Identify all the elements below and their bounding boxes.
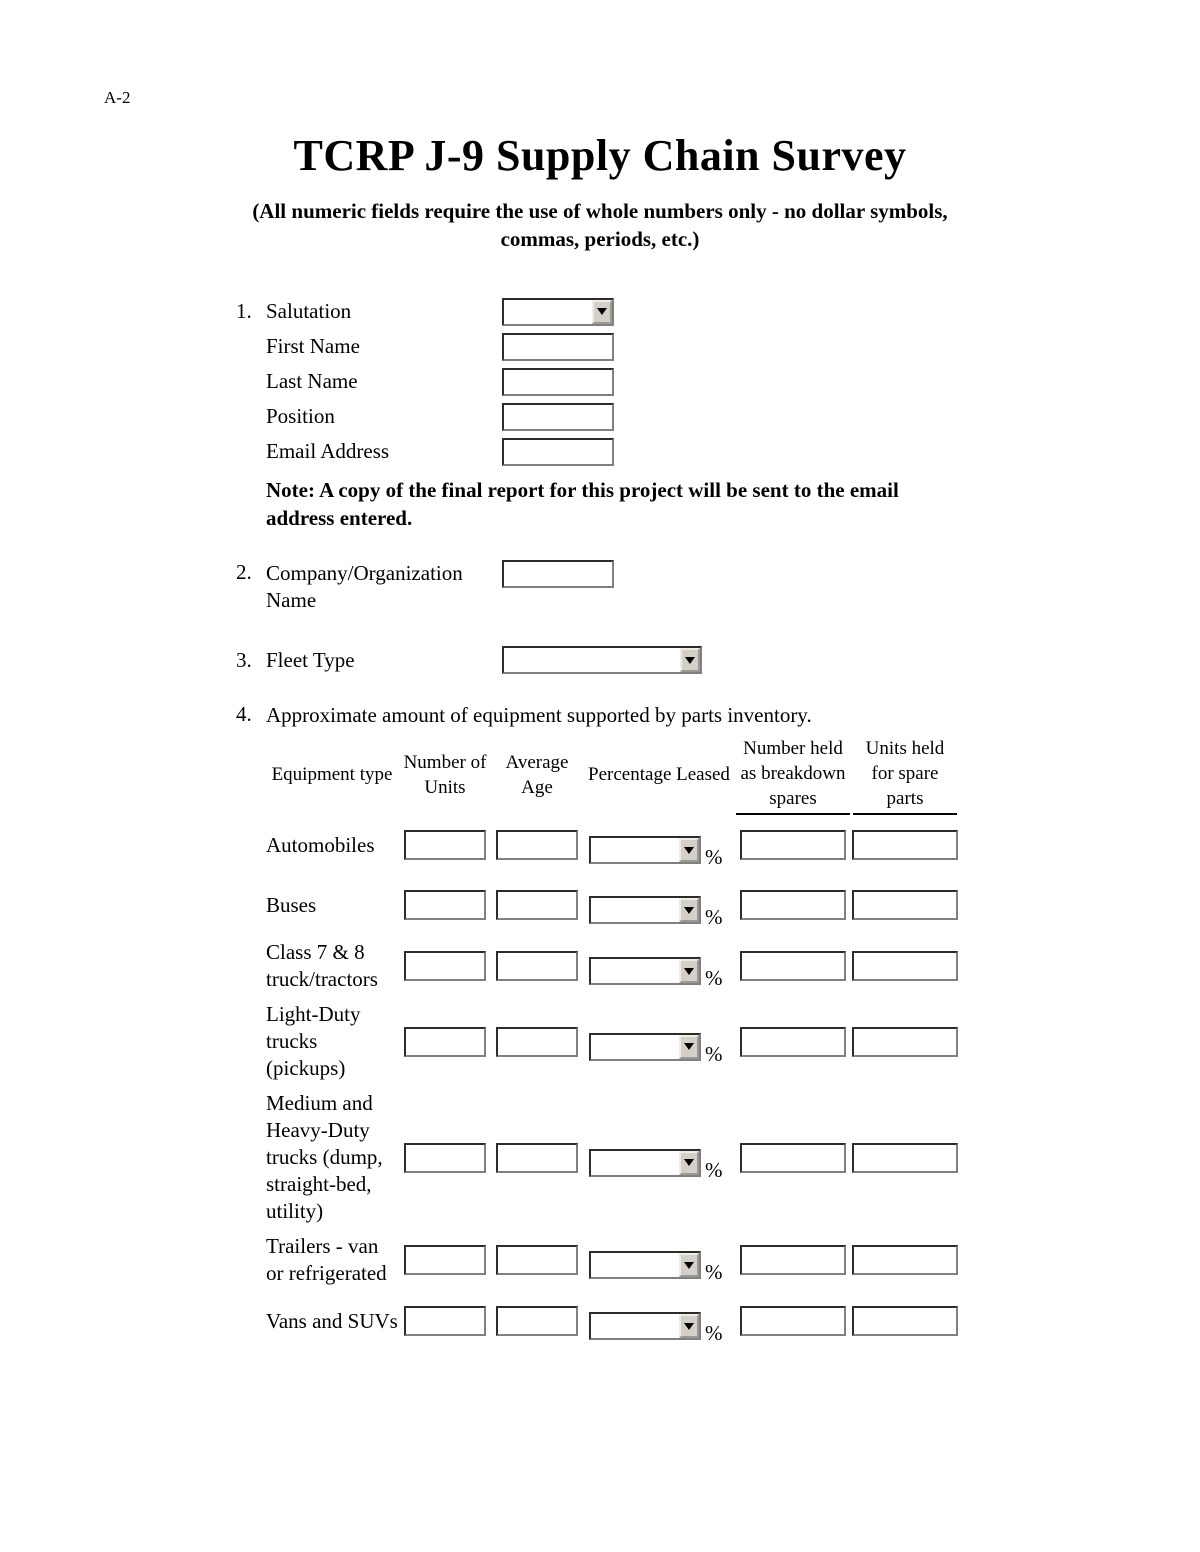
average-age-input[interactable]	[496, 1306, 578, 1336]
percentage-leased-value	[591, 1253, 679, 1277]
email-note: Note: A copy of the final report for this project will be sent to the email address entered.	[266, 477, 899, 531]
page-number: A-2	[104, 88, 131, 107]
number-of-units-input[interactable]	[404, 890, 486, 920]
percentage-leased-select[interactable]	[589, 1033, 701, 1061]
dropdown-arrow-icon	[684, 1159, 694, 1166]
salutation-label: Salutation	[266, 299, 352, 324]
question-2	[236, 560, 1200, 614]
fleet-type-select-value	[504, 648, 680, 672]
percent-sign: %	[705, 845, 723, 869]
percentage-leased-select[interactable]	[589, 1149, 701, 1177]
dropdown-arrow-icon	[684, 1262, 694, 1269]
dropdown-arrow-icon	[597, 308, 607, 315]
percentage-leased-value	[591, 1151, 679, 1175]
question-3-number: 3.	[236, 647, 252, 672]
average-age-input[interactable]	[496, 1245, 578, 1275]
dropdown-arrow-icon	[684, 1043, 694, 1050]
percentage-leased-value	[591, 1035, 679, 1059]
dropdown-arrow-icon	[684, 1323, 694, 1330]
chevron-down-icon[interactable]	[680, 648, 700, 672]
chevron-down-icon[interactable]	[679, 1035, 699, 1059]
column-header-percentage-leased: Percentage Leased	[588, 764, 730, 785]
spare-parts-units-input[interactable]	[852, 1306, 958, 1336]
spare-parts-units-input[interactable]	[852, 830, 958, 860]
question-4-number: 4.	[236, 702, 252, 727]
question-3	[236, 646, 1200, 674]
first-name-label: First Name	[266, 334, 360, 359]
chevron-down-icon[interactable]	[679, 1253, 699, 1277]
question-1-number: 1.	[236, 299, 252, 324]
number-of-units-input[interactable]	[404, 830, 486, 860]
spare-parts-units-input[interactable]	[852, 1143, 958, 1173]
percentage-leased-select[interactable]	[589, 836, 701, 864]
page-subtitle: (All numeric fields require the use of whole numbers only - no dollar symbols, commas, periods, etc.)	[252, 199, 948, 252]
spare-parts-units-input[interactable]	[852, 951, 958, 981]
dropdown-arrow-icon	[684, 968, 694, 975]
question-2-number: 2.	[236, 560, 252, 585]
chevron-down-icon[interactable]	[679, 898, 699, 922]
percentage-leased-cell	[589, 1149, 723, 1182]
last-name-input[interactable]	[502, 368, 614, 396]
average-age-input[interactable]	[496, 1143, 578, 1173]
equipment-type-label: Class 7 & 8 truck/tractors	[266, 940, 378, 991]
percentage-leased-select[interactable]	[589, 957, 701, 985]
percentage-leased-value	[591, 1314, 679, 1338]
equipment-type-label: Medium and Heavy-Duty trucks (dump, straight-bed, utility)	[266, 1091, 383, 1223]
equipment-type-label: Automobiles	[266, 832, 375, 857]
equipment-type-label: Vans and SUVs	[266, 1308, 398, 1333]
equipment-type-label: Light-Duty trucks (pickups)	[266, 1002, 361, 1080]
chevron-down-icon[interactable]	[679, 838, 699, 862]
breakdown-spares-input[interactable]	[740, 951, 846, 981]
equipment-type-label: Trailers - van or refrigerated	[266, 1234, 387, 1285]
email-address-input[interactable]	[502, 438, 614, 466]
position-input[interactable]	[502, 403, 614, 431]
equipment-type-label: Buses	[266, 892, 317, 917]
equipment-row-medium-heavy-duty-trucks	[266, 1090, 1200, 1225]
column-header-spare-parts-units: Units held for spare parts	[853, 736, 957, 815]
chevron-down-icon[interactable]	[592, 300, 612, 324]
percentage-leased-cell	[589, 1312, 723, 1345]
column-header-equipment-type: Equipment type	[271, 764, 393, 785]
equipment-row-buses	[266, 879, 1200, 931]
equipment-row-vans-suvs	[266, 1295, 1200, 1347]
percentage-leased-value	[591, 838, 679, 862]
chevron-down-icon[interactable]	[679, 959, 699, 983]
percentage-leased-cell	[589, 1033, 723, 1066]
number-of-units-input[interactable]	[404, 1245, 486, 1275]
position-label: Position	[266, 404, 335, 429]
first-name-input[interactable]	[502, 333, 614, 361]
spare-parts-units-input[interactable]	[852, 1027, 958, 1057]
breakdown-spares-input[interactable]	[740, 1245, 846, 1275]
dropdown-arrow-icon	[684, 847, 694, 854]
number-of-units-input[interactable]	[404, 1306, 486, 1336]
survey-form	[236, 298, 1200, 1347]
company-name-label: Company/Organization Name	[266, 561, 463, 613]
question-4-label: Approximate amount of equipment supported by parts inventory.	[266, 703, 812, 728]
fleet-type-select[interactable]	[502, 646, 702, 674]
equipment-row-class-7-8-trucks	[266, 939, 1200, 993]
page-title: TCRP J-9 Supply Chain Survey	[293, 131, 907, 180]
percentage-leased-select[interactable]	[589, 896, 701, 924]
last-name-label: Last Name	[266, 369, 358, 394]
average-age-input[interactable]	[496, 1027, 578, 1057]
column-header-number-of-units: Number of Units	[403, 751, 487, 798]
number-of-units-input[interactable]	[404, 1027, 486, 1057]
average-age-input[interactable]	[496, 951, 578, 981]
percentage-leased-value	[591, 959, 679, 983]
dropdown-arrow-icon	[684, 907, 694, 914]
equipment-row-trailers	[266, 1233, 1200, 1287]
percentage-leased-cell	[589, 957, 723, 990]
breakdown-spares-input[interactable]	[740, 830, 846, 860]
question-4	[236, 702, 1200, 729]
spare-parts-units-input[interactable]	[852, 890, 958, 920]
company-name-input[interactable]	[502, 560, 614, 588]
salutation-select-value	[504, 300, 592, 324]
percent-sign: %	[705, 1157, 723, 1182]
number-of-units-input[interactable]	[404, 951, 486, 981]
percent-sign: %	[705, 1321, 723, 1345]
percent-sign: %	[705, 905, 723, 929]
percent-sign: %	[705, 966, 723, 990]
email-address-label: Email Address	[266, 439, 390, 464]
dropdown-arrow-icon	[685, 657, 695, 664]
average-age-input[interactable]	[496, 830, 578, 860]
percentage-leased-select[interactable]	[589, 1312, 701, 1340]
breakdown-spares-input[interactable]	[740, 1143, 846, 1173]
percentage-leased-cell	[589, 836, 723, 869]
breakdown-spares-input[interactable]	[740, 1027, 846, 1057]
question-1	[236, 298, 1200, 533]
number-of-units-input[interactable]	[404, 1143, 486, 1173]
spare-parts-units-input[interactable]	[852, 1245, 958, 1275]
chevron-down-icon[interactable]	[679, 1151, 699, 1175]
breakdown-spares-input[interactable]	[740, 1306, 846, 1336]
percentage-leased-cell	[589, 1251, 723, 1284]
percent-sign: %	[705, 1041, 723, 1066]
equipment-table	[266, 736, 1200, 1347]
chevron-down-icon[interactable]	[679, 1314, 699, 1338]
percentage-leased-cell	[589, 896, 723, 929]
column-header-average-age: Average Age	[505, 751, 569, 798]
average-age-input[interactable]	[496, 890, 578, 920]
equipment-row-automobiles	[266, 819, 1200, 871]
percentage-leased-select[interactable]	[589, 1251, 701, 1279]
equipment-row-light-duty-trucks	[266, 1001, 1200, 1082]
breakdown-spares-input[interactable]	[740, 890, 846, 920]
column-header-breakdown-spares: Number held as breakdown spares	[736, 736, 850, 815]
salutation-select[interactable]	[502, 298, 614, 326]
fleet-type-label: Fleet Type	[266, 647, 355, 672]
percent-sign: %	[705, 1260, 723, 1284]
equipment-table-header	[266, 736, 1200, 815]
percentage-leased-value	[591, 898, 679, 922]
